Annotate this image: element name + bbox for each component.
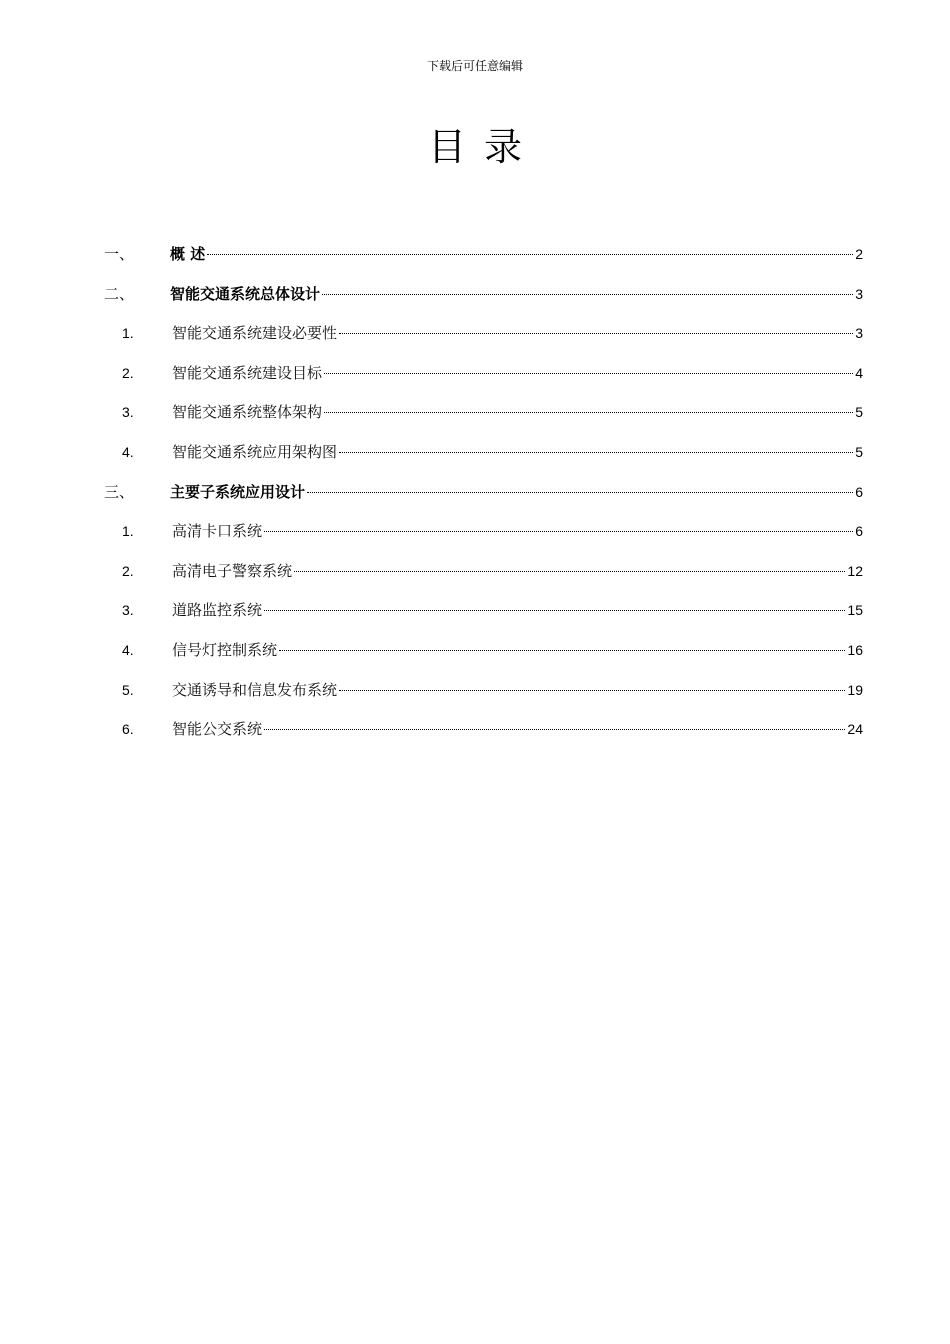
toc-entry-2-4[interactable] — [104, 433, 863, 473]
dot-leader — [294, 571, 845, 572]
toc-entry-page: 24 — [847, 721, 863, 738]
toc-entry-label: 高清卡口系统 — [172, 522, 263, 541]
header-note: 下载后可任意编辑 — [426, 59, 523, 73]
dot-leader — [264, 729, 845, 730]
toc-entry-number: 1. — [122, 325, 134, 342]
toc-entry-page: 3 — [855, 285, 863, 302]
toc-entry-number: 2. — [122, 562, 134, 579]
toc-entry-2[interactable] — [104, 275, 863, 315]
toc-entry-3-5[interactable] — [104, 671, 863, 711]
toc-entry-page: 5 — [855, 404, 863, 421]
toc-entry-label: 道路监控系统 — [172, 601, 263, 620]
dot-leader — [339, 452, 853, 453]
toc-entry-3[interactable] — [104, 473, 863, 513]
dot-leader — [324, 412, 853, 413]
toc-entry-2-1[interactable] — [104, 314, 863, 354]
dot-leader — [264, 610, 845, 611]
toc-entry-3-3[interactable] — [104, 591, 863, 631]
toc-entry-label: 智能交通系统整体架构 — [172, 403, 323, 422]
toc-entry-number: 二、 — [104, 284, 135, 303]
toc-entry-page: 6 — [855, 483, 863, 500]
dot-leader — [339, 690, 845, 691]
page-title: 目录 — [427, 125, 540, 169]
toc-entry-page: 6 — [855, 523, 863, 540]
toc-entry-3-2[interactable] — [104, 552, 863, 592]
toc-entry-label: 智能交通系统建设目标 — [172, 363, 323, 382]
toc-entry-number: 三、 — [104, 482, 135, 501]
dot-leader — [264, 531, 853, 532]
dot-leader — [339, 333, 853, 334]
toc-entry-3-4[interactable] — [104, 631, 863, 671]
toc-entry-label: 智能公交系统 — [172, 720, 263, 739]
toc-entry-number: 3. — [122, 602, 134, 619]
toc-entry-number: 一、 — [104, 245, 135, 263]
toc-entry-label: 智能交通系统建设必要性 — [172, 324, 338, 343]
toc-entry-2-3[interactable] — [104, 393, 863, 433]
toc-entry-label: 智能交通系统应用架构图 — [172, 442, 338, 461]
toc-entry-page: 4 — [855, 364, 863, 381]
toc-entry-number: 2. — [122, 364, 134, 381]
table-of-contents — [104, 235, 863, 750]
toc-entry-2-2[interactable] — [104, 354, 863, 394]
toc-entry-label: 主要子系统应用设计 — [170, 482, 306, 501]
toc-entry-page: 3 — [855, 325, 863, 342]
toc-entry-number: 4. — [122, 443, 134, 460]
toc-entry-3-6[interactable] — [104, 710, 863, 750]
dot-leader — [322, 294, 853, 295]
toc-entry-page: 5 — [855, 443, 863, 460]
toc-entry-page: 12 — [847, 562, 863, 579]
toc-entry-page: 19 — [847, 681, 863, 698]
toc-entry-label: 交通诱导和信息发布系统 — [172, 680, 338, 699]
toc-entry-label: 信号灯控制系统 — [172, 640, 278, 659]
toc-entry-label: 概 述 — [170, 245, 206, 263]
toc-entry-page: 16 — [847, 641, 863, 658]
dot-leader — [324, 373, 853, 374]
toc-entry-number: 1. — [122, 523, 134, 540]
toc-entry-label: 智能交通系统总体设计 — [170, 284, 321, 303]
dot-leader — [207, 254, 853, 255]
toc-entry-1[interactable] — [104, 235, 863, 275]
toc-entry-number: 5. — [122, 681, 134, 698]
toc-entry-number: 4. — [122, 641, 134, 658]
toc-entry-number: 6. — [122, 721, 134, 738]
toc-entry-3-1[interactable] — [104, 512, 863, 552]
toc-entry-page: 2 — [855, 246, 863, 262]
toc-entry-number: 3. — [122, 404, 134, 421]
toc-entry-page: 15 — [847, 602, 863, 619]
toc-entry-label: 高清电子警察系统 — [172, 561, 293, 580]
dot-leader — [279, 650, 845, 651]
dot-leader — [307, 492, 853, 493]
